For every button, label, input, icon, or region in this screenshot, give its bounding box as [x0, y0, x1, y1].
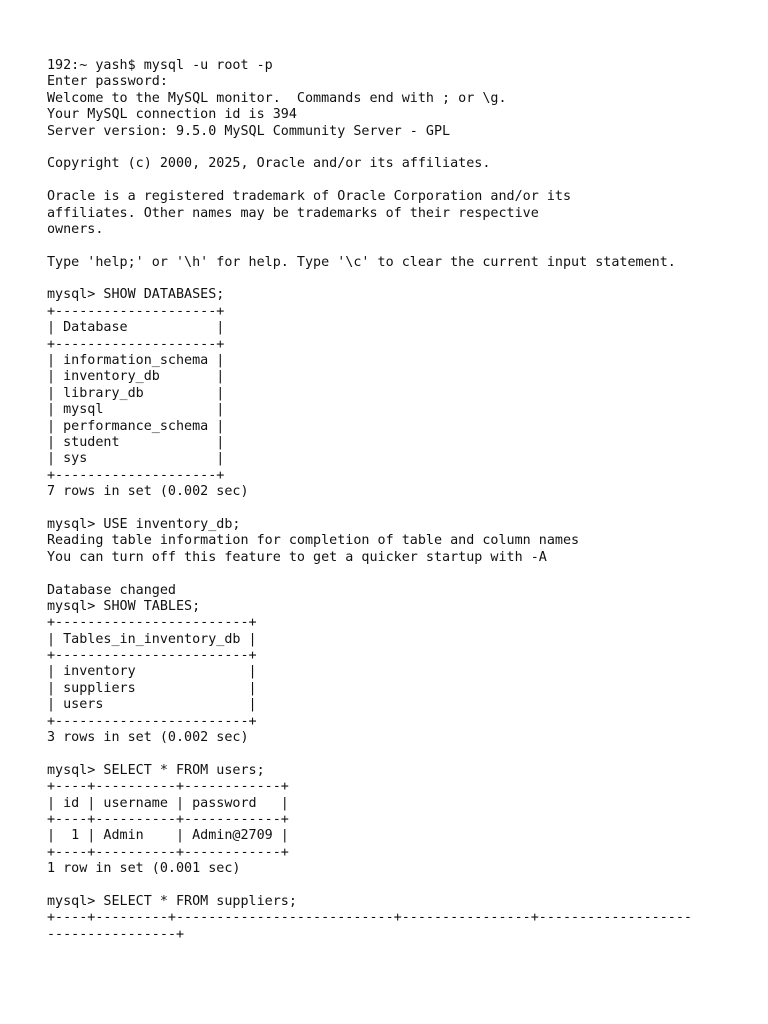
terminal-line: Server version: 9.5.0 MySQL Community Server - GPL — [47, 123, 451, 139]
terminal-line — [47, 271, 757, 287]
terminal-line: +------------------------+ — [47, 648, 257, 664]
terminal-line: +------------------------+ — [47, 713, 257, 729]
terminal-line: Welcome to the MySQL monitor. Commands end with ; or \g. — [47, 90, 507, 106]
terminal-line: +--------------------+ — [47, 303, 225, 319]
terminal-line: You can turn off this feature to get a quicker startup with -A — [47, 549, 547, 565]
terminal-line: owners. — [47, 221, 104, 237]
terminal-line: | performance_schema | — [47, 418, 225, 434]
terminal-line: Your MySQL connection id is 394 — [47, 107, 297, 123]
terminal-line: 1 row in set (0.001 sec) — [47, 861, 241, 877]
terminal-line: | suppliers | — [47, 680, 257, 696]
terminal-line: mysql> SELECT * FROM suppliers; — [47, 893, 297, 909]
terminal-line: +----+----------+------------+ — [47, 844, 289, 860]
terminal-line: ----------------+ — [47, 926, 185, 942]
terminal-line — [47, 878, 757, 894]
terminal-line: | users | — [47, 697, 257, 713]
terminal-line: Enter password: — [47, 74, 168, 90]
terminal-line: | sys | — [47, 451, 225, 467]
terminal-line: mysql> SHOW DATABASES; — [47, 287, 225, 303]
terminal-line: | information_schema | — [47, 353, 225, 369]
terminal-line — [47, 501, 757, 517]
terminal-line: +----+----------+------------+ — [47, 811, 289, 827]
terminal-line: mysql> USE inventory_db; — [47, 516, 241, 532]
terminal-line: | library_db | — [47, 385, 225, 401]
terminal-line: Database changed — [47, 582, 176, 598]
terminal-line: Oracle is a registered trademark of Oracle Corporation and/or its — [47, 189, 572, 205]
terminal-line — [47, 238, 757, 254]
terminal-line: | Database | — [47, 320, 225, 336]
terminal-line: | student | — [47, 434, 225, 450]
terminal-output[interactable] — [47, 58, 757, 943]
terminal-line — [47, 566, 757, 582]
terminal-line: | 1 | Admin | Admin@2709 | — [47, 828, 289, 844]
terminal-line: | inventory | — [47, 664, 257, 680]
terminal-line: Copyright (c) 2000, 2025, Oracle and/or its affiliates. — [47, 156, 491, 172]
terminal-line: mysql> SHOW TABLES; — [47, 598, 201, 614]
terminal-line: Type 'help;' or '\h' for help. Type '\c' to clear the current input statement. — [47, 254, 676, 270]
terminal-line: +----+---------+---------------------------+----------------+------------------- — [47, 910, 692, 926]
terminal-line: | mysql | — [47, 402, 225, 418]
terminal-line: +----+----------+------------+ — [47, 779, 289, 795]
terminal-line: | id | username | password | — [47, 795, 289, 811]
terminal-line — [47, 746, 757, 762]
terminal-line — [47, 173, 757, 189]
terminal-line — [47, 140, 757, 156]
terminal-line: +--------------------+ — [47, 336, 225, 352]
terminal-line: +--------------------+ — [47, 467, 225, 483]
terminal-line: +------------------------+ — [47, 615, 257, 631]
terminal-line: | inventory_db | — [47, 369, 225, 385]
terminal-line: 3 rows in set (0.002 sec) — [47, 730, 249, 746]
terminal-line: mysql> SELECT * FROM users; — [47, 762, 265, 778]
terminal-line: | Tables_in_inventory_db | — [47, 631, 257, 647]
terminal-line: affiliates. Other names may be trademarks of their respective — [47, 205, 539, 221]
terminal-line: 192:~ yash$ mysql -u root -p — [47, 58, 273, 73]
terminal-line: 7 rows in set (0.002 sec) — [47, 484, 249, 500]
terminal-line: Reading table information for completion of table and column names — [47, 533, 580, 549]
